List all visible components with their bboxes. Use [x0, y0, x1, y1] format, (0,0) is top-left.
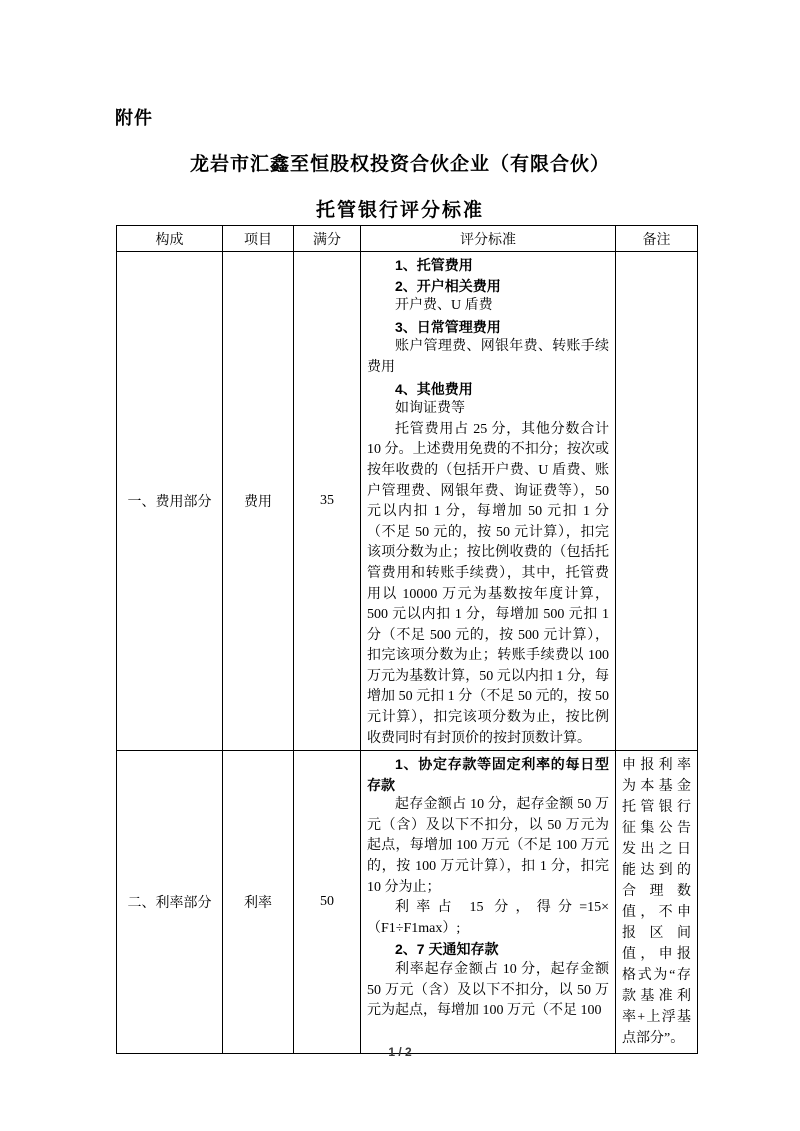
fee-item: 费用 — [223, 252, 294, 751]
rate-remark — [616, 751, 698, 1054]
rate-criteria — [361, 751, 616, 1054]
table-header-row — [117, 226, 698, 252]
criteria-paragraph: 利率占 15 分，得分=15×（F1÷F1max）; — [367, 900, 609, 936]
criteria-paragraph: 账户管理费、网银年费、转账手续费用 — [367, 339, 609, 375]
criteria-paragraph: 如询证费等 — [395, 401, 465, 417]
criteria-heading: 4、其他费用 — [395, 380, 473, 397]
table-row-rate — [117, 751, 698, 1054]
criteria-heading: 3、日常管理费用 — [395, 318, 501, 335]
page-number: 1 / 2 — [388, 1045, 412, 1059]
fee-category: 一、费用部分 — [117, 252, 223, 751]
rate-item: 利率 — [223, 751, 294, 1054]
criteria-paragraph: 起存金额占 10 分，起存金额 50 万元（含）及以下不扣分，以 50 万元为起点，每增加 100 万元（不足 100 万元的，按 100 万元计算），扣 1 分，扣完 10 分为止； — [367, 797, 609, 895]
fee-remark — [616, 252, 698, 751]
header-remark: 备注 — [616, 226, 698, 252]
criteria-heading: 1、协定存款等固定利率的每日型存款 — [367, 756, 609, 793]
document-subtitle: 托管银行评分标准 — [315, 200, 484, 221]
fee-max-score: 35 — [294, 252, 361, 751]
header-max-score: 满分 — [294, 226, 361, 252]
rate-category: 二、利率部分 — [117, 751, 223, 1054]
criteria-heading: 1、托管费用 — [395, 257, 473, 273]
header-criteria: 评分标准 — [361, 226, 616, 252]
remark-paragraph: 申报利率为本基金托管银行征集公告发出之日能达到的合理数值，不申报区间值，申报格式为“存款基准利率+上浮基点部分”。 — [622, 758, 691, 1046]
fee-criteria — [361, 252, 616, 751]
criteria-paragraph: 托管费用占 25 分，其他分数合计 10 分。上述费用免费的不扣分；按次或按年收费的（包括开户费、U 盾费、账户管理费、网银年费、询证费等），50 元以内扣 1 分，每增加 50 元扣 1 分（不足 50 元的，按 50 元计算），扣完该项分数为止；按比例收费的（包括托管费用和转账手续费），其中，托管费用以 10000 万元为基数按年度计算，500 元以内扣 1 分，每增加 500 元扣 1 分（不足 500 元的，按 500 元计算），扣完该项分数为止；转账手续费以 100 万元为基数计算，50 元以内扣 1 分，每增加 50 元扣 1 分（不足 50 元的，按 50 元计算），扣完该项分数为止，按比例收费同时有封顶价的按封顶数计算。 — [367, 421, 609, 746]
document-title: 龙岩市汇鑫至恒股权投资合伙企业（有限合伙） — [189, 154, 610, 175]
rate-max-score: 50 — [294, 751, 361, 1054]
scoring-table — [116, 225, 698, 1054]
table-row-fee — [117, 252, 698, 751]
criteria-heading: 2、7 天通知存款 — [395, 941, 499, 958]
criteria-paragraph: 开户费、U 盾费 — [395, 298, 493, 314]
header-item: 项目 — [223, 226, 294, 252]
attachment-label: 附件 — [115, 108, 153, 128]
header-category: 构成 — [117, 226, 223, 252]
criteria-paragraph: 利率起存金额占 10 分，起存金额 50 万元（含）及以下不扣分，以 50 万元为起点，每增加 100 万元（不足 100 — [367, 961, 609, 1019]
criteria-heading: 2、开户相关费用 — [395, 277, 501, 294]
